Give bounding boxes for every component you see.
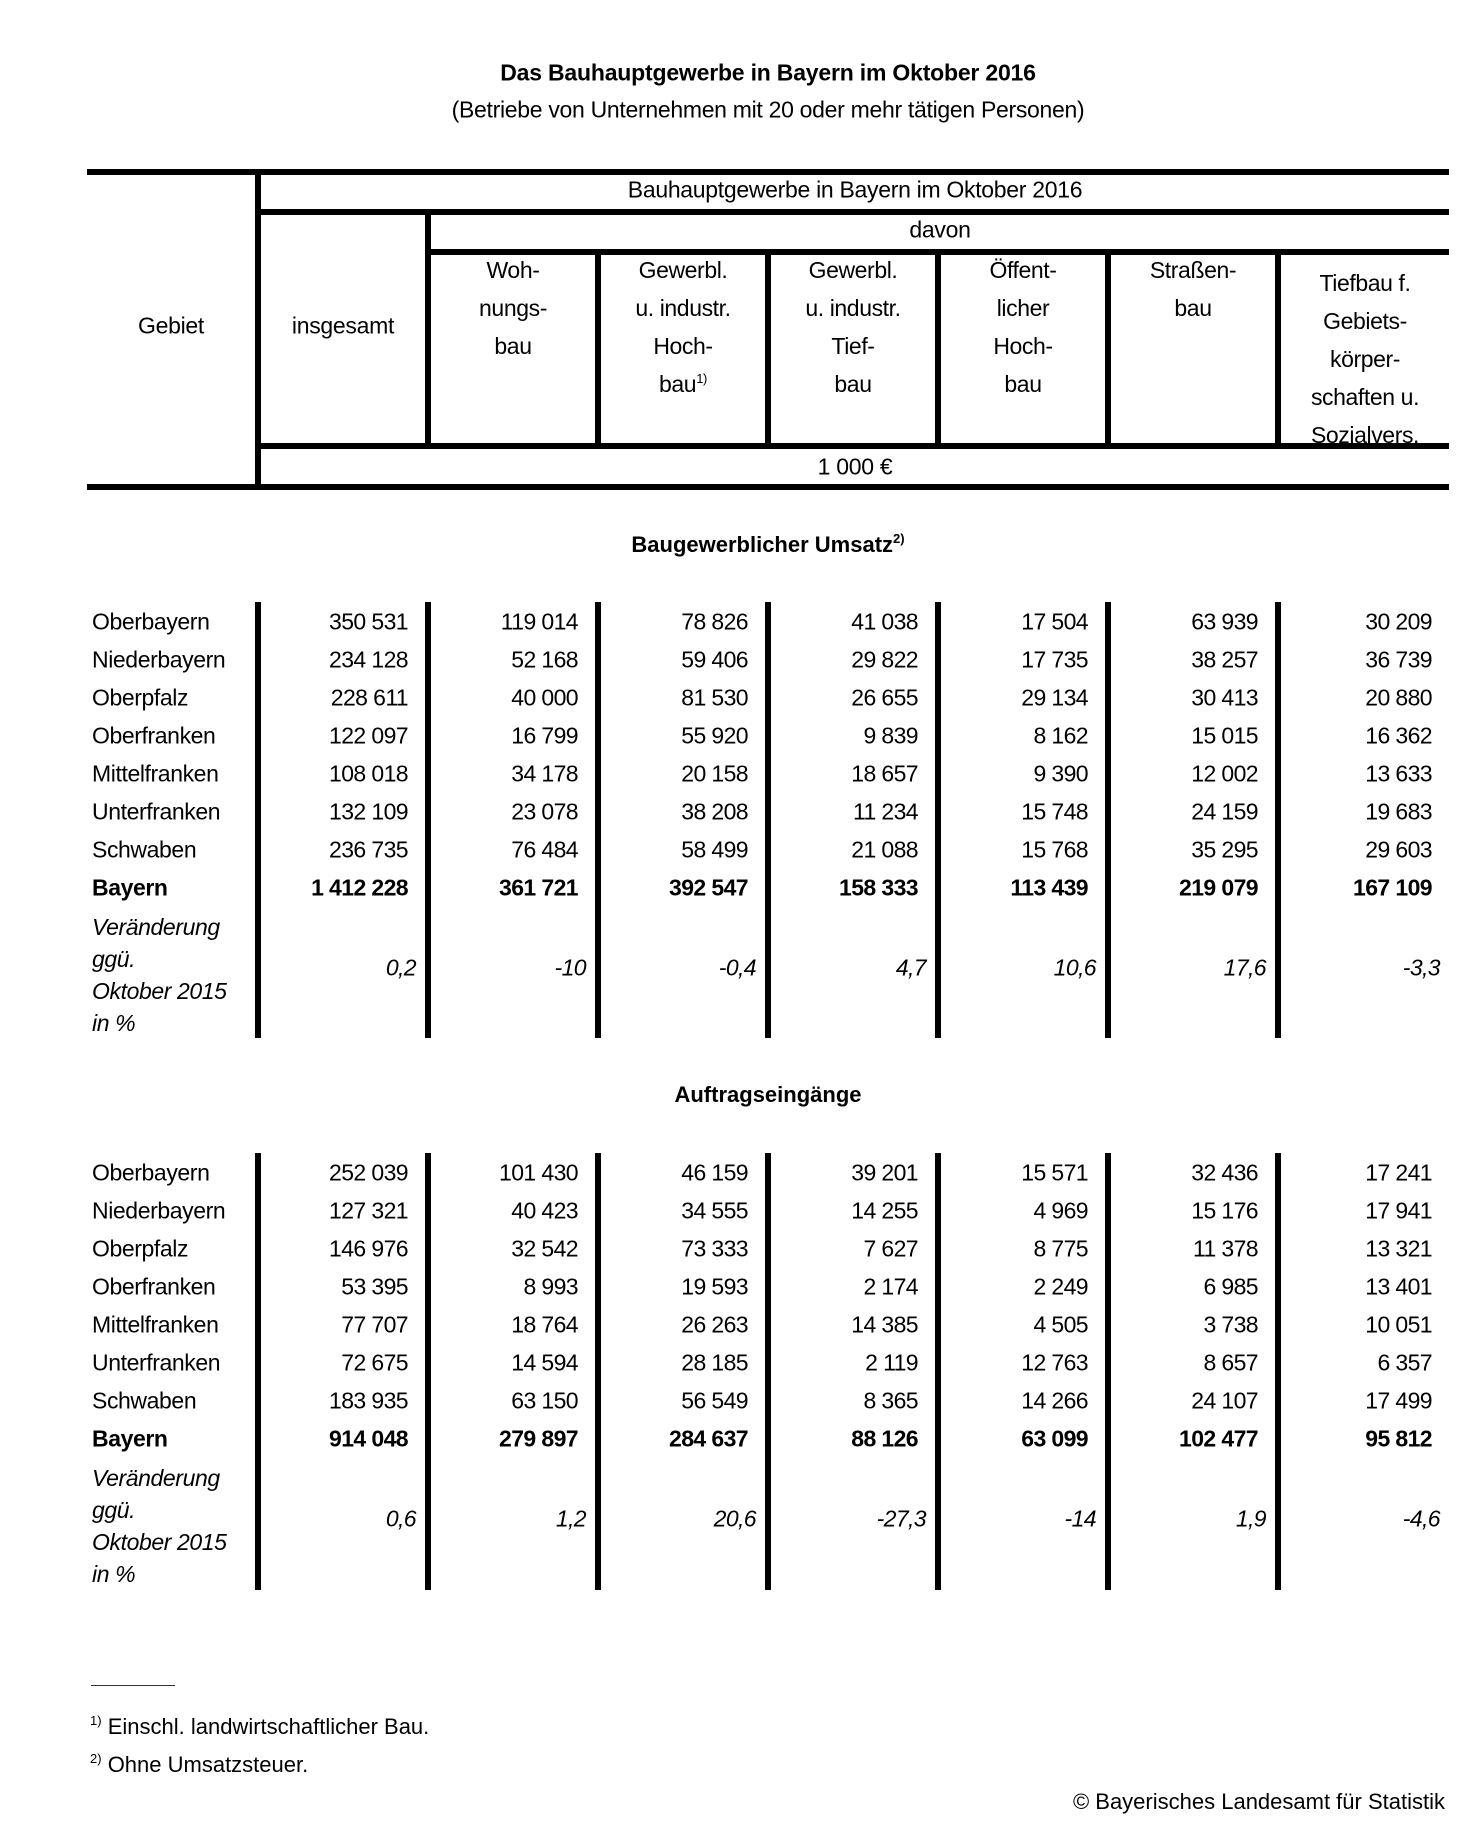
change-cell: -3,3 [1402,954,1440,981]
table-cell: 15 176 [1191,1197,1258,1224]
table-cell: 10 051 [1365,1311,1432,1338]
page-subtitle: (Betriebe von Unternehmen mit 20 oder mehr tätigen Personen) [451,96,1085,123]
table-cell: 40 000 [511,684,578,711]
change-label: Veränderung ggü. Oktober 2015 in % [92,914,227,1036]
total-cell: 279 897 [499,1425,578,1452]
table-cell: 34 555 [681,1197,748,1224]
table-cell: 350 531 [329,608,408,635]
change-cell: -14 [1064,1505,1096,1532]
footnote-1: $^{1)}$ Einschl. landwirtschaftlicher Bau. [90,1713,430,1739]
header-insgesamt: insgesamt [291,312,395,339]
header-col-oeffentlicher-hochbau: Öffent- licher Hoch- bau [989,257,1057,397]
footnote-rule [91,1685,175,1686]
section-title: Baugewerblicher Umsatz$^{2)}$ [631,531,905,557]
table-cell: 17 499 [1365,1387,1432,1414]
table-cell: 23 078 [511,798,578,825]
table-cell: 24 159 [1191,798,1258,825]
table-cell: 76 484 [511,836,578,863]
header-col-strassenbau: Straßen- bau [1149,257,1237,321]
column-rule [1275,1153,1281,1590]
table-cell: 26 263 [681,1311,748,1338]
total-cell: 284 637 [669,1425,748,1452]
table-cell: 183 935 [329,1387,408,1414]
change-cell: 1,9 [1235,1505,1266,1532]
table-cell: 12 763 [1021,1349,1088,1376]
table-cell: 252 039 [329,1159,408,1186]
total-cell: 392 547 [669,874,748,901]
table-cell: 17 504 [1021,608,1088,635]
table-cell: 18 764 [511,1311,578,1338]
total-cell: 113 439 [1010,874,1088,901]
column-rule [1275,602,1281,1038]
header-unit: 1 000 € [817,453,893,480]
table-cell: 36 739 [1365,646,1432,673]
change-label: Veränderung ggü. Oktober 2015 in % [92,1465,227,1587]
table-cell: 55 920 [681,722,748,749]
table-cell: 17 735 [1021,646,1088,673]
column-rule [935,602,941,1038]
total-cell: 167 109 [1353,874,1432,901]
change-cell: 0,2 [385,954,416,981]
change-cell: -27,3 [876,1505,926,1532]
table-cell: 132 109 [329,798,408,825]
table-cell: 20 158 [681,760,748,787]
header-col-wohnungsbau: Woh- nungs- bau [479,257,547,359]
table-cell: 9 839 [863,722,918,749]
table-cell: 20 880 [1365,684,1432,711]
change-cell: 20,6 [713,1505,756,1532]
total-cell: 361 721 [499,874,578,901]
table-cell: 7 627 [863,1235,918,1262]
table-cell: 52 168 [511,646,578,673]
table-cell: 29 822 [851,646,918,673]
copyright: © Bayerisches Landesamt für Statistik [1072,1789,1445,1814]
table-cell: 19 683 [1365,798,1432,825]
table-cell: 32 436 [1191,1159,1258,1186]
table-cell: 14 266 [1021,1387,1088,1414]
change-cell: -10 [554,954,586,981]
row-label: Niederbayern [92,646,226,673]
table-cell: 15 768 [1021,836,1088,863]
table-cell: 32 542 [511,1235,578,1262]
table-cell: 29 603 [1365,836,1432,863]
table-cell: 63 939 [1191,608,1258,635]
column-rule [765,602,771,1038]
header-bottom-rule [87,484,1449,490]
row-label: Oberfranken [92,722,216,749]
table-cell: 73 333 [681,1235,748,1262]
table-cell: 16 799 [511,722,578,749]
change-cell: -0,4 [718,954,756,981]
row-label: Unterfranken [92,1349,221,1376]
header-group-title: Bauhauptgewerbe in Bayern im Oktober 2016 [627,176,1083,203]
table-cell: 8 993 [523,1273,578,1300]
table-cell: 29 134 [1021,684,1088,711]
table-cell: 12 002 [1191,760,1258,787]
table-cell: 78 826 [681,608,748,635]
column-rule [255,1153,261,1590]
table-cell: 127 321 [329,1197,408,1224]
total-label: Bayern [92,874,168,901]
change-cell: 10,6 [1053,954,1096,981]
table-cell: 38 208 [681,798,748,825]
table-cell: 16 362 [1365,722,1432,749]
column-rule [425,1153,431,1590]
header-group-rule [255,209,1449,215]
table-cell: 8 775 [1033,1235,1088,1262]
footnote-2: $^{2)}$ Ohne Umsatzsteuer. [90,1751,309,1777]
table-cell: 53 395 [341,1273,408,1300]
table-cell: 101 430 [499,1159,578,1186]
table-cell: 236 735 [329,836,408,863]
total-cell: 1 412 228 [311,874,408,901]
change-cell: -4,6 [1402,1505,1440,1532]
table-cell: 15 571 [1021,1159,1088,1186]
table-cell: 9 390 [1033,760,1088,787]
table-cell: 2 249 [1033,1273,1088,1300]
table-cell: 56 549 [681,1387,748,1414]
total-cell: 102 477 [1179,1425,1258,1452]
table-cell: 15 015 [1191,722,1258,749]
table-cell: 14 594 [511,1349,578,1376]
table-cell: 38 257 [1191,646,1258,673]
column-rule [1105,602,1111,1038]
table-cell: 11 378 [1192,1235,1258,1262]
row-label: Oberbayern [92,1159,210,1186]
table-cell: 8 657 [1203,1349,1258,1376]
table-cell: 4 505 [1033,1311,1088,1338]
table-cell: 17 941 [1365,1197,1432,1224]
table-cell: 39 201 [851,1159,918,1186]
header-col-gewerbl-tiefbau: Gewerbl. u. industr. Tief- bau [805,257,901,397]
row-label: Schwaben [92,836,197,863]
total-cell: 63 099 [1021,1425,1088,1452]
table-cell: 15 748 [1021,798,1088,825]
table-cell: 18 657 [851,760,918,787]
table-cell: 4 969 [1033,1197,1088,1224]
table-cell: 24 107 [1191,1387,1258,1414]
footnote-ref: 2) [893,531,905,546]
row-label: Oberfranken [92,1273,216,1300]
header-col-gewerbl-hochbau: Gewerbl. u. industr. Hoch- bau$^{1)}$ [635,257,731,397]
table-cell: 30 209 [1365,608,1432,635]
table-cell: 77 707 [341,1311,408,1338]
table-cell: 58 499 [681,836,748,863]
row-label: Unterfranken [92,798,221,825]
total-label: Bayern [92,1425,168,1452]
table-cell: 63 150 [511,1387,578,1414]
column-rule [425,602,431,1038]
row-label: Oberpfalz [92,684,189,711]
column-rule [935,1153,941,1590]
table-cell: 3 738 [1203,1311,1258,1338]
row-label: Mittelfranken [92,760,219,787]
table-cell: 8 365 [863,1387,918,1414]
table-cell: 13 633 [1365,760,1432,787]
row-label: Mittelfranken [92,1311,219,1338]
row-label: Oberpfalz [92,1235,189,1262]
table-cell: 14 255 [851,1197,918,1224]
total-cell: 158 333 [839,874,918,901]
total-cell: 88 126 [851,1425,918,1452]
table-cell: 59 406 [681,646,748,673]
change-cell: 0,6 [385,1505,416,1532]
table-cell: 81 530 [681,684,748,711]
header-top-rule [87,169,1449,175]
total-cell: 95 812 [1365,1425,1432,1452]
table-cell: 40 423 [511,1197,578,1224]
table-cell: 119 014 [500,608,578,635]
table-cell: 13 401 [1365,1273,1432,1300]
column-rule [595,602,601,1038]
table-cell: 234 128 [329,646,408,673]
table-cell: 21 088 [851,836,918,863]
change-cell: 4,7 [895,954,926,981]
total-cell: 219 079 [1179,874,1258,901]
total-cell: 914 048 [329,1425,408,1452]
footnote-ref: 1) [696,371,707,386]
table-cell: 17 241 [1365,1159,1432,1186]
change-cell: 17,6 [1223,954,1266,981]
header-gebiet: Gebiet [138,312,204,339]
table-cell: 13 321 [1365,1235,1432,1262]
table-cell: 34 178 [511,760,578,787]
page-title: Das Bauhauptgewerbe in Bayern im Oktober 2016 [500,59,1036,86]
table-cell: 6 985 [1203,1273,1258,1300]
table-cell: 46 159 [681,1159,748,1186]
table-cell: 35 295 [1191,836,1258,863]
table-cell: 228 611 [330,684,408,711]
table-cell: 146 976 [329,1235,408,1262]
table-cell: 19 593 [681,1273,748,1300]
column-rule [595,1153,601,1590]
row-label: Oberbayern [92,608,210,635]
header-columns-rule [255,443,1449,449]
column-rule [765,1153,771,1590]
table-cell: 30 413 [1191,684,1258,711]
row-label: Niederbayern [92,1197,226,1224]
table-cell: 14 385 [851,1311,918,1338]
table-cell: 28 185 [681,1349,748,1376]
table-cell: 72 675 [341,1349,408,1376]
row-label: Schwaben [92,1387,197,1414]
table-cell: 6 357 [1377,1349,1432,1376]
header-davon: davon [909,216,971,243]
table-cell: 122 097 [329,722,408,749]
table-cell: 41 038 [851,608,918,635]
section-title: Auftragseingänge [674,1082,862,1107]
table-cell: 2 174 [863,1273,918,1300]
table-cell: 108 018 [329,760,408,787]
column-rule [1105,1153,1111,1590]
table-cell: 26 655 [851,684,918,711]
table-cell: 8 162 [1033,722,1088,749]
table-cell: 2 119 [865,1349,918,1376]
header-col-tiefbau-gebietskoerperschaften: Tiefbau f. Gebiets- körper- schaften u. Sozialvers. [1310,270,1420,448]
table-cell: 11 234 [852,798,918,825]
change-cell: 1,2 [555,1505,586,1532]
column-rule [255,602,261,1038]
